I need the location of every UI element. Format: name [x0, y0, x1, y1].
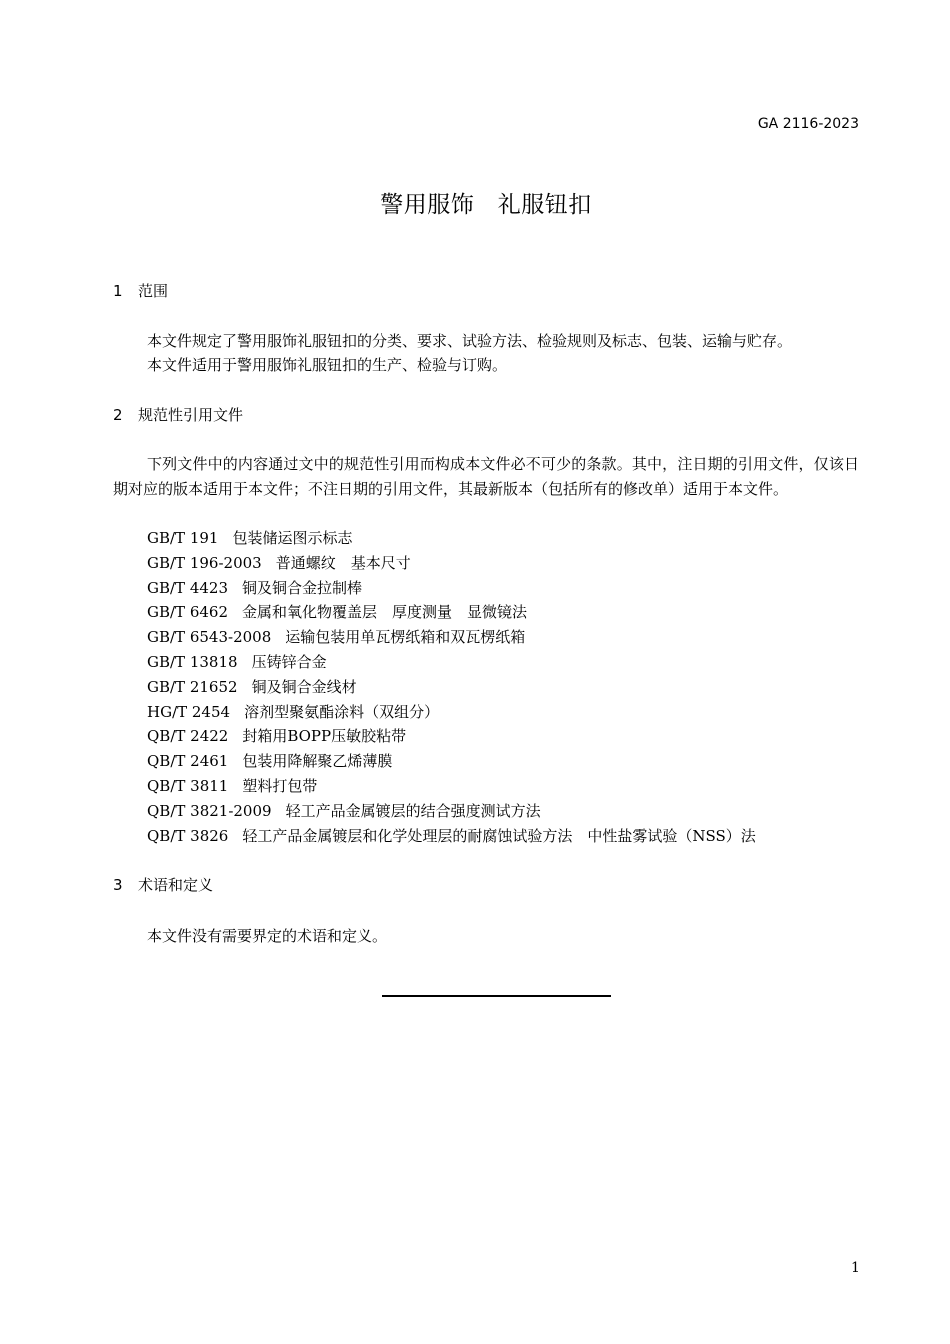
reference-code: GB/T 21652: [147, 677, 238, 696]
reference-item: [147, 774, 756, 799]
document-title: 警用服饰 礼服钮扣: [380, 192, 592, 218]
reference-title: 轻工产品金属镀层的结合强度测试方法: [285, 801, 541, 820]
reference-title: 轻工产品金属镀层和化学处理层的耐腐蚀试验方法 中性盐雾试验（NSS）法: [242, 826, 756, 845]
reference-item: [147, 625, 756, 650]
reference-code: GB/T 6462: [147, 603, 229, 622]
section-title: 术语和定义: [138, 876, 214, 894]
reference-item: [147, 799, 756, 824]
references-intro: 下列文件中的内容通过文中的规范性引用而构成本文件必不可少的条款。其中，注日期的引用文件，仅该日期对应的版本适用于本文件；不注日期的引用文件，其最新版本（包括所有的修改单）适用于本文件。: [113, 455, 859, 498]
reference-title: 普通螺纹 基本尺寸: [275, 553, 411, 572]
reference-item: [147, 824, 756, 849]
reference-code: GB/T 196-2003: [147, 553, 262, 572]
section-1-heading: [113, 280, 168, 301]
terms-paragraph: 本文件没有需要界定的术语和定义。: [147, 927, 388, 945]
section-title: 范围: [138, 282, 169, 300]
section-title: 规范性引用文件: [138, 406, 244, 424]
section-3-heading: [113, 874, 213, 895]
reference-title: 包装储运图示标志: [232, 529, 353, 547]
reference-title: 封箱用BOPP压敏胶粘带: [242, 727, 407, 746]
reference-list: [147, 526, 756, 848]
reference-title: 铜及铜合金线材: [251, 677, 357, 696]
reference-item: [147, 650, 756, 675]
reference-code: QB/T 3826: [147, 826, 229, 845]
reference-code: QB/T 2422: [147, 727, 229, 746]
reference-item: [147, 700, 756, 725]
reference-item: [147, 576, 756, 601]
section-2-heading: [113, 404, 243, 425]
reference-item: [147, 675, 756, 700]
scope-paragraph-2: 本文件适用于警用服饰礼服钮扣的生产、检验与订购。: [147, 356, 508, 374]
end-rule: [382, 995, 611, 997]
reference-code: GB/T 13818: [147, 652, 238, 671]
reference-title: 压铸锌合金: [251, 652, 327, 671]
reference-code: GB/T 4423: [147, 578, 229, 597]
reference-item: [147, 724, 756, 749]
reference-code: QB/T 2461: [147, 752, 229, 771]
reference-item: [147, 526, 756, 551]
reference-title: 包装用降解聚乙烯薄膜: [242, 752, 393, 771]
reference-code: QB/T 3811: [147, 776, 229, 795]
standard-code: GA 2116-2023: [757, 116, 859, 132]
section-number: 3: [113, 876, 123, 894]
reference-item: [147, 600, 756, 625]
reference-title: 运输包装用单瓦楞纸箱和双瓦楞纸箱: [285, 628, 526, 647]
reference-code: QB/T 3821-2009: [147, 801, 272, 820]
reference-code: GB/T 6543-2008: [147, 628, 272, 647]
reference-title: 溶剂型聚氨酯涂料（双组分）: [244, 702, 440, 721]
page-number: 1: [851, 1260, 860, 1276]
reference-item: [147, 551, 756, 576]
section-number: 2: [113, 406, 123, 424]
scope-paragraph-1: 本文件规定了警用服饰礼服钮扣的分类、要求、试验方法、检验规则及标志、包装、运输与贮存。: [147, 332, 793, 350]
reference-code: GB/T 191: [147, 529, 219, 547]
reference-code: HG/T 2454: [147, 702, 231, 721]
reference-title: 金属和氧化物覆盖层 厚度测量 显微镜法: [242, 603, 528, 622]
reference-title: 铜及铜合金拉制棒: [242, 578, 363, 597]
reference-item: [147, 749, 756, 774]
section-number: 1: [113, 282, 123, 300]
reference-title: 塑料打包带: [242, 776, 318, 795]
